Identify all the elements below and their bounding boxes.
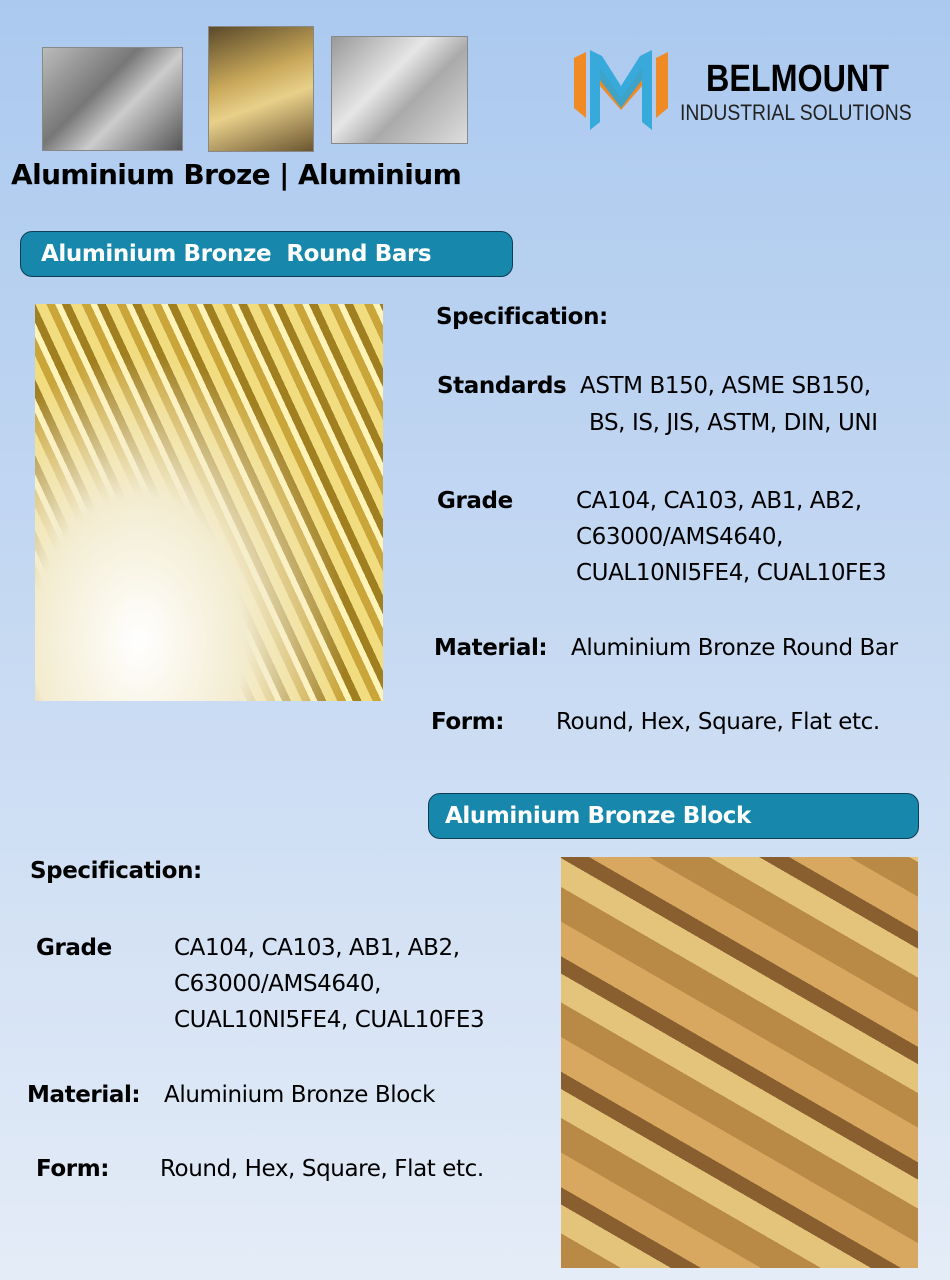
block-banner [428,793,919,839]
block-spec-heading: Specification: [30,858,202,884]
page-title: Aluminium Broze | Aluminium [11,158,462,191]
aluminium-blocks-thumbnail [331,36,468,144]
grade-line-1: CA104, CA103, AB1, AB2, [576,488,862,514]
block-grade-line-3: CUAL10NI5FE4, CUAL10FE3 [174,1007,485,1033]
block-grade-label: Grade [36,935,112,961]
bronze-round-bars-photo [35,304,383,701]
form-value: Round, Hex, Square, Flat etc. [556,709,880,735]
standards-line-1: ASTM B150, ASME SB150, [580,373,871,399]
brand-subtitle: INDUSTRIAL SOLUTIONS [680,100,912,125]
belmount-logo-icon [572,46,670,134]
round-bars-banner [20,231,513,277]
block-banner-text: Aluminium Bronze Block [445,803,751,829]
block-form-label: Form: [36,1156,110,1182]
grade-line-3: CUAL10NI5FE4, CUAL10FE3 [576,560,887,586]
standards-line-2: BS, IS, JIS, ASTM, DIN, UNI [589,410,878,436]
form-label: Form: [431,709,505,735]
material-label: Material: [434,635,548,661]
spec-heading: Specification: [436,304,608,330]
round-bars-banner-text: Aluminium Bronze Round Bars [41,241,432,267]
block-material-value: Aluminium Bronze Block [164,1082,436,1108]
block-grade-line-1: CA104, CA103, AB1, AB2, [174,935,460,961]
standards-label: Standards [437,373,567,399]
block-grade-line-2: C63000/AMS4640, [174,971,381,997]
grade-label: Grade [437,488,513,514]
block-form-value: Round, Hex, Square, Flat etc. [160,1156,484,1182]
aluminium-bars-thumbnail [42,47,183,151]
bronze-blocks-photo [561,857,918,1268]
bronze-bars-thumbnail [208,26,314,152]
block-material-label: Material: [27,1082,141,1108]
material-value: Aluminium Bronze Round Bar [571,635,898,661]
brand-name: BELMOUNT [706,58,890,100]
grade-line-2: C63000/AMS4640, [576,524,783,550]
